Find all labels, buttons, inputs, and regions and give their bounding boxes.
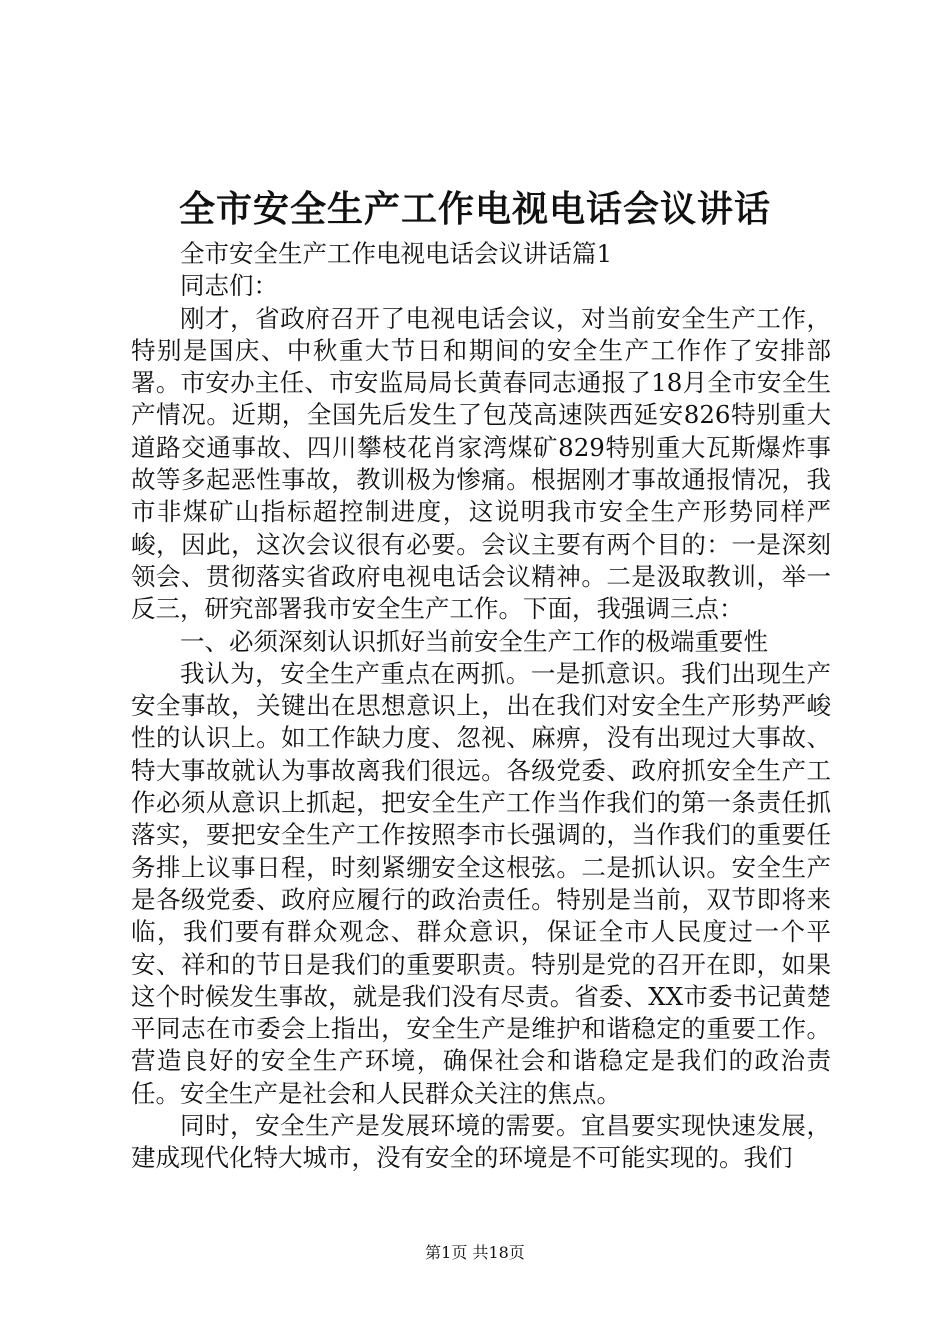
salutation-line: 同志们： [180, 271, 278, 301]
page-footer: 第1页 共18页 [425, 1243, 525, 1262]
paragraph-development: 同时，安全生产是发展环境的需要。宜昌要实现快速发展，建成现代化特大城市，没有安全的环境是不可能实现的。我们 [131, 1111, 831, 1173]
section-heading: 一、必须深刻认识抓好当前安全生产工作的极端重要性 [180, 626, 768, 656]
document-title: 全市安全生产工作电视电话会议讲话 [178, 188, 771, 230]
subtitle-line: 全市安全生产工作电视电话会议讲话篇1 [180, 239, 613, 268]
paragraph-safety-focus: 我认为，安全生产重点在两抓。一是抓意识。我们出现生产安全事故，关键出在思想意识上，出在我们对安全生产形势严峻性的认识上。如工作缺力度、忽视、麻痹，没有出现过大事故、特大事故就认为事故离我们很远。各级党委、政府抓安全生产工作必须从意识上抓起，把安全生产工作当作我们的第一条责任抓落实，要把安全生产工作按照李市长强调的，当作我们的重要任务排上议事日程，时刻紧绷安全这根弦。二是抓认识。安全生产是各级党委、政府应履行的政治责任。特别是当前，双节即将来临，我们要有群众观念、群众意识，保证全市人民度过一个平安、祥和的节日是我们的重要职责。特别是党的召开在即，如果这个时候发生事故，就是我们没有尽责。省委、XX市委书记黄楚平同志在市委会上指出，安全生产是维护和谐稳定的重要工作。营造良好的安全生产环境，确保社会和谐稳定是我们的政治责任。安全生产是社会和人民群众关注的焦点。 [131, 658, 831, 1108]
paragraph-intro: 刚才，省政府召开了电视电话会议，对当前安全生产工作，特别是国庆、中秋重大节日和期间的安全生产工作作了安排部署。市安办主任、市安监局局长黄春同志通报了18月全市安全生产情况。近期，全国先后发生了包茂高速陕西延安826特别重大道路交通事故、四川攀枝花肖家湾煤矿829特别重大瓦斯爆炸事故等多起恶性事故，教训极为惨痛。根据刚才事故通报情况，我市非煤矿山指标超控制进度，这说明我市安全生产形势同样严峻，因此，这次会议很有必要。会议主要有两个目的：一是深刻领会、贯彻落实省政府电视电话会议精神。二是汲取教训，举一反三，研究部署我市安全生产工作。下面，我强调三点： [131, 303, 831, 624]
document-body [131, 238, 831, 1175]
